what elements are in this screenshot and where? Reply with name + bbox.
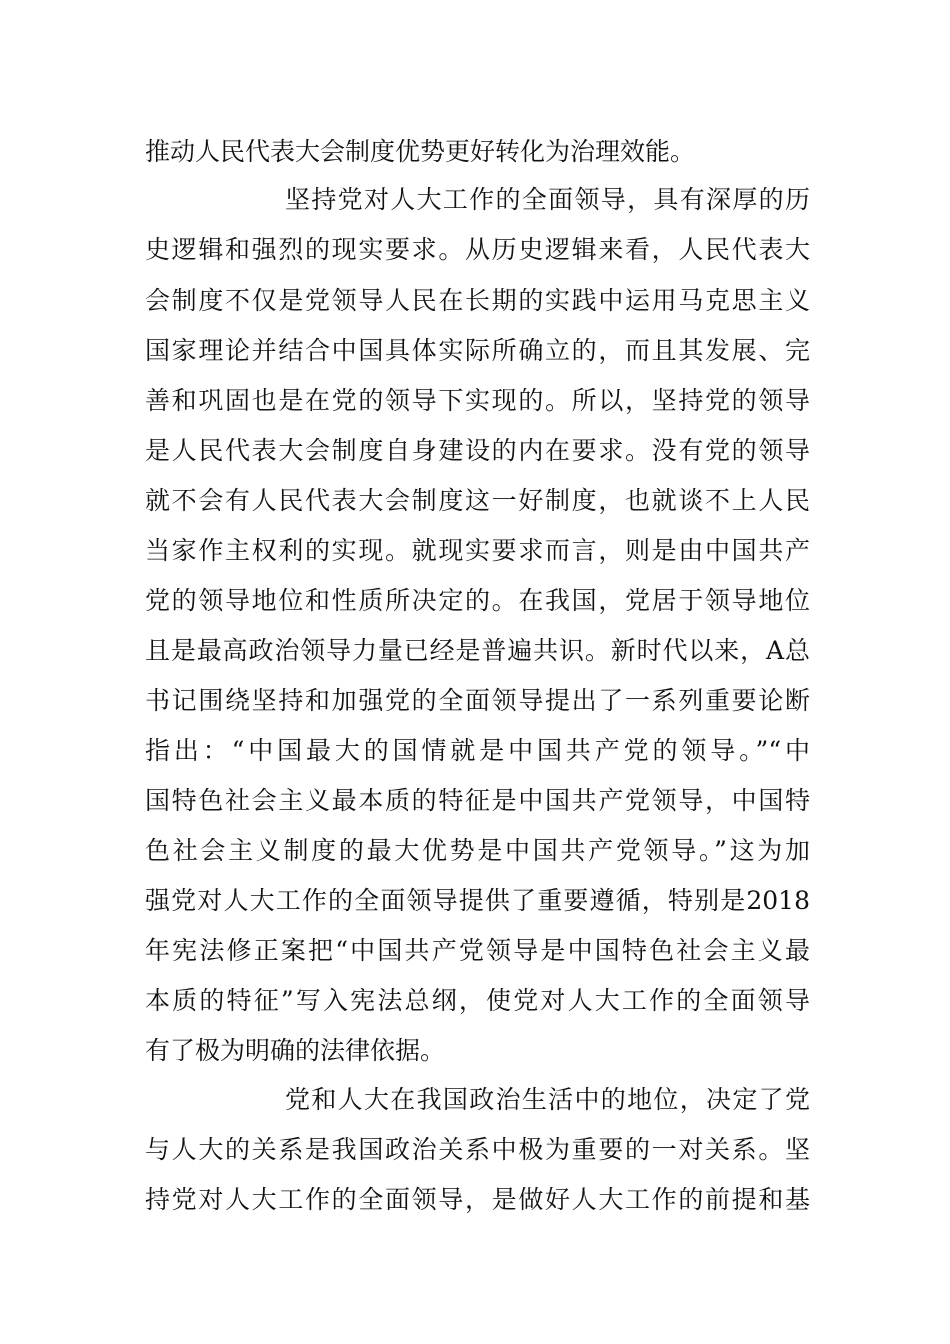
text-line-22: 持党对人大工作的全面领导，是做好人大工作的前提和基 <box>145 1185 810 1214</box>
text-line-10: 党的领导地位和性质所决定的。在我国，党居于领导地位 <box>145 586 810 615</box>
text-line-11: 且是最高政治领导力量已经是普遍共识。新时代以来，A总 <box>145 636 810 665</box>
text-line-20: 党和人大在我国政治生活中的地位，决定了党 <box>285 1085 810 1114</box>
text-line-15: 色社会主义制度的最大优势是中国共产党领导。”这为加 <box>145 836 810 865</box>
text-line-1: 推动人民代表大会制度优势更好转化为治理效能。 <box>145 137 696 166</box>
text-line-18: 本质的特征”写入宪法总纲，使党对人大工作的全面领导 <box>145 986 810 1015</box>
text-line-16: 强党对人大工作的全面领导提供了重要遵循，特别是2018 <box>145 886 810 915</box>
text-line-6: 善和巩固也是在党的领导下实现的。所以，坚持党的领导 <box>145 386 810 415</box>
text-line-19: 有了极为明确的法律依据。 <box>145 1036 446 1065</box>
text-line-14: 国特色社会主义最本质的特征是中国共产党领导，中国特 <box>145 786 810 815</box>
text-line-17: 年宪法修正案把“中国共产党领导是中国特色社会主义最 <box>145 936 810 965</box>
text-line-3: 史逻辑和强烈的现实要求。从历史逻辑来看，人民代表大 <box>145 235 810 264</box>
text-line-8: 就不会有人民代表大会制度这一好制度，也就谈不上人民 <box>145 486 810 515</box>
text-line-2: 坚持党对人大工作的全面领导，具有深厚的历 <box>285 185 810 214</box>
text-line-12: 书记围绕坚持和加强党的全面领导提出了一系列重要论断 <box>145 686 810 715</box>
text-line-21: 与人大的关系是我国政治关系中极为重要的一对关系。坚 <box>145 1135 810 1164</box>
text-line-7: 是人民代表大会制度自身建设的内在要求。没有党的领导 <box>145 436 810 465</box>
text-line-13: 指出：“中国最大的国情就是中国共产党的领导。”“中 <box>145 736 810 765</box>
text-line-5: 国家理论并结合中国具体实际所确立的，而且其发展、完 <box>145 336 810 365</box>
text-line-9: 当家作主权利的实现。就现实要求而言，则是由中国共产 <box>145 536 810 565</box>
text-line-4: 会制度不仅是党领导人民在长期的实践中运用马克思主义 <box>145 286 810 315</box>
